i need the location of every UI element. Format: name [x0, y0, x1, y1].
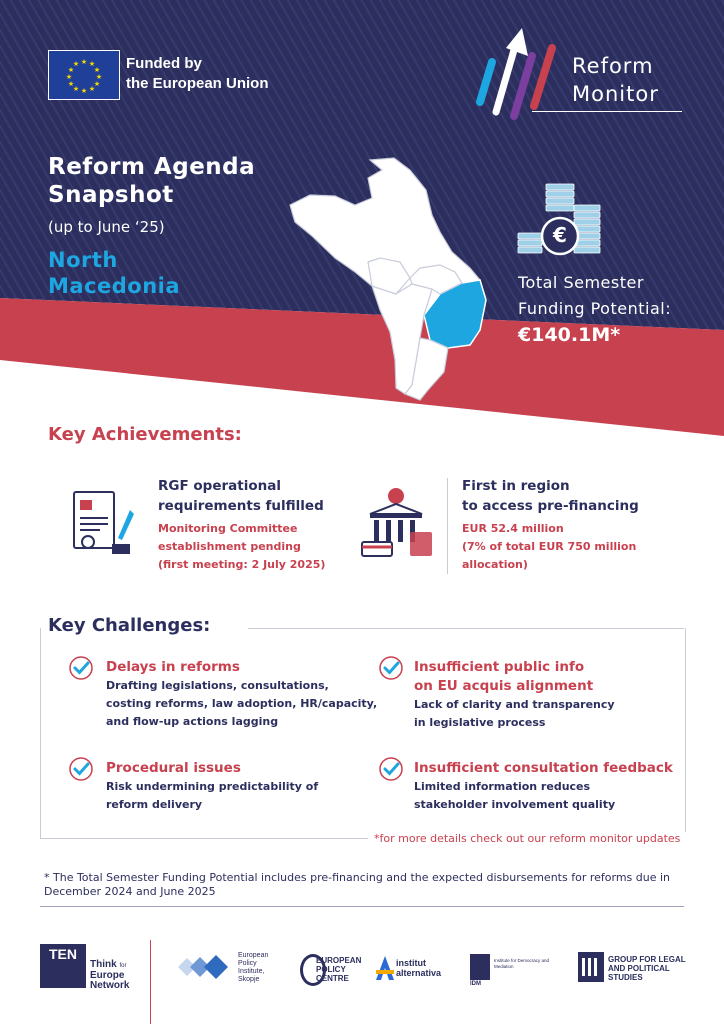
- idm-logo-icon: [470, 954, 490, 980]
- idm-logo-text: Institute for Democracy and Mediation: [494, 958, 550, 969]
- ten-logo: TEN: [40, 944, 86, 988]
- page-title: Reform Agenda Snapshot: [48, 154, 256, 208]
- svg-text:★: ★: [67, 66, 75, 74]
- svg-text:★: ★: [93, 66, 101, 74]
- euro-symbol-icon: €: [553, 223, 567, 247]
- details-note: *for more details check out our reform monitor updates: [368, 832, 686, 845]
- challenge-delays: Delays in reforms Drafting legislations, consultations, costing reforms, law adoption, HR/capacity, and flow-up actions lagging: [106, 659, 378, 728]
- challenge-procedural: Procedural issues Risk undermining predictability of reform delivery: [106, 760, 319, 811]
- funding-label: Total Semester Funding Potential:: [518, 273, 672, 318]
- check-icon: [68, 655, 94, 685]
- document-certificate-icon: [70, 488, 136, 564]
- achievement-prefinancing: First in region to access pre-financing EUR 52.4 million (7% of total EUR 750 million allocation): [462, 478, 639, 571]
- challenge-public-info: Insufficient public info on EU acquis alignment Lack of clarity and transparency in legislative process: [414, 659, 615, 729]
- svg-text:★: ★: [67, 80, 75, 88]
- svg-text:★: ★: [88, 85, 96, 93]
- reform-monitor-brand: Reform Monitor: [572, 54, 659, 106]
- page-subtitle: (up to June ‘25): [48, 218, 165, 236]
- footer-divider: [40, 906, 684, 907]
- partners-divider: [150, 940, 151, 1024]
- institut-alternativa-text: institut alternativa: [396, 958, 442, 978]
- svg-text:★: ★: [95, 73, 103, 81]
- check-icon: [68, 756, 94, 786]
- challenges-title: Key Challenges:: [48, 615, 211, 636]
- funding-value: €140.1M*: [518, 324, 621, 346]
- eu-funding-label: Funded by the European Union: [126, 55, 269, 92]
- achievements-title: Key Achievements:: [48, 424, 242, 445]
- svg-text:★: ★: [80, 58, 88, 66]
- svg-text:★: ★: [65, 73, 73, 81]
- check-icon: [378, 756, 404, 786]
- epc-logo-text: EUROPEAN POLICY CENTRE: [316, 956, 362, 983]
- achievement-divider: [447, 478, 448, 574]
- eu-flag-icon: [48, 50, 120, 100]
- ten-logo-text: Think for Europe Network: [90, 959, 130, 991]
- institut-alternativa-logo-icon: [376, 956, 394, 984]
- check-icon: [378, 655, 404, 685]
- brand-underline: [532, 111, 682, 112]
- achievement-rgf: RGF operational requirements fulfilled Monitoring Committee establishment pending (first meeting: 2 July 2025): [158, 478, 326, 571]
- challenge-consultation: Insufficient consultation feedback Limited information reduces stakeholder involvement quality: [414, 760, 673, 811]
- idm-logo-abbr: IDM: [470, 981, 481, 987]
- glps-logo-text: GROUP FOR LEGAL AND POLITICAL STUDIES: [608, 955, 686, 982]
- svg-text:★: ★: [93, 80, 101, 88]
- epi-logo-text: European Policy Institute, Skopje: [238, 952, 269, 983]
- svg-text:★: ★: [72, 60, 80, 68]
- svg-text:★: ★: [88, 60, 96, 68]
- svg-text:★: ★: [72, 85, 80, 93]
- svg-text:★: ★: [80, 87, 88, 95]
- bank-prefinancing-icon: [360, 486, 440, 564]
- footnote: * The Total Semester Funding Potential includes pre-financing and the expected disbursements for reforms due in December 2024 and June 2025: [44, 871, 671, 898]
- glps-logo-icon: [578, 952, 604, 986]
- epi-logo-icon: [174, 954, 234, 984]
- country-name: North Macedonia: [48, 248, 181, 298]
